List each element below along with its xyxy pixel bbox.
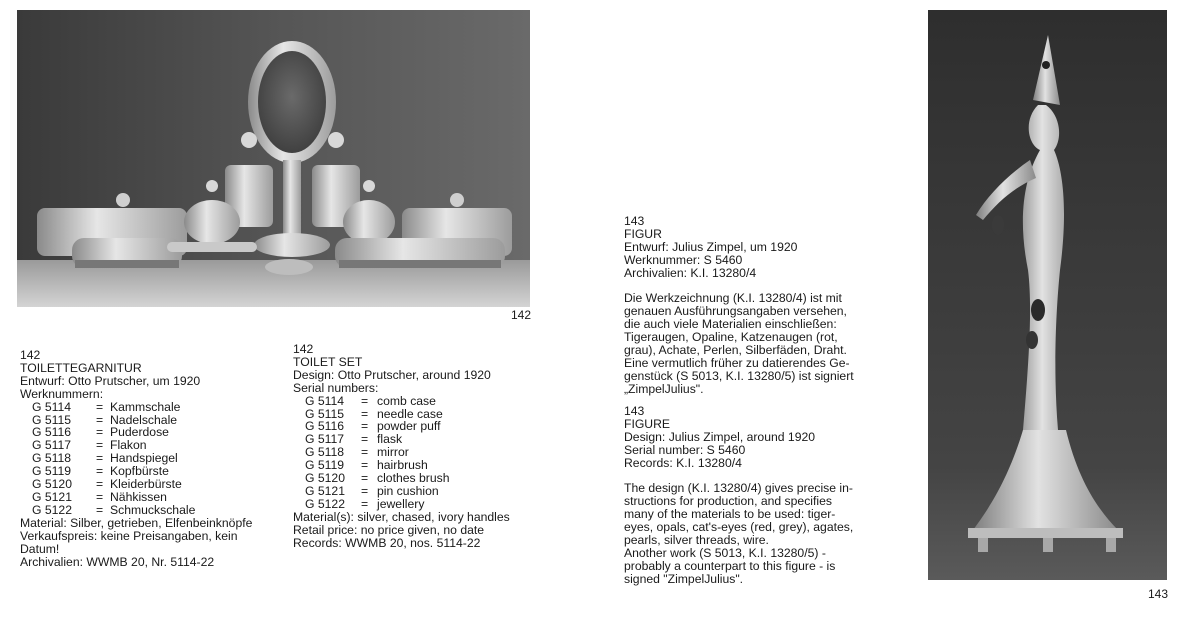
serial-item: [293, 498, 510, 511]
toilet-set-photo: [17, 10, 530, 307]
serial-code: G 5121: [32, 489, 72, 504]
caption-title: TOILET SET: [293, 354, 363, 369]
serial-item: [20, 401, 252, 414]
caption-body-line: The design (K.I. 13280/4) gives precise in-: [624, 481, 853, 496]
serial-equals: =: [96, 438, 104, 453]
serial-code: G 5116: [32, 425, 72, 440]
serial-name: comb case: [377, 393, 436, 408]
caption-body-line: genauen Ausführungsangaben versehen,: [624, 304, 847, 319]
caption-body-line: structions for production, and specifies: [624, 494, 832, 509]
serial-equals: =: [361, 483, 369, 498]
figure-photo: [928, 10, 1167, 580]
serial-item: [20, 491, 252, 504]
serial-code: G 5118: [32, 451, 72, 466]
caption-design: Design: Otto Prutscher, around 1920: [293, 367, 491, 382]
serial-name: powder puff: [377, 419, 441, 434]
serial-name: Schmuckschale: [110, 502, 196, 517]
caption-header-line: Design: Julius Zimpel, around 1920: [624, 429, 816, 444]
serial-name: clothes brush: [377, 471, 450, 486]
serial-code: G 5114: [32, 399, 72, 414]
caption-line: Material: Silber, getrieben, Elfenbeinknöpfe: [20, 515, 253, 530]
caption-body-line: genstück (S 5013, K.I. 13280/5) ist signiert: [624, 368, 854, 383]
serial-code: G 5120: [32, 477, 72, 492]
serial-code: G 5122: [305, 496, 345, 511]
caption-line: Datum!: [20, 541, 60, 556]
serial-name: flask: [377, 432, 403, 447]
caption-line: Retail price: no price given, no date: [293, 522, 485, 537]
caption-line: Material(s): silver, chased, ivory handles: [293, 509, 510, 524]
serial-code: G 5118: [305, 445, 345, 460]
serial-item: [293, 485, 510, 498]
serial-name: Handspiegel: [110, 451, 178, 466]
caption-143-german: [624, 215, 854, 396]
caption-header-line: 143: [624, 214, 645, 228]
serial-name: pin cushion: [377, 483, 439, 498]
serial-name: needle case: [377, 406, 443, 421]
caption-body-line: signed "ZimpelJulius".: [624, 571, 744, 586]
serial-name: jewellery: [377, 496, 425, 511]
caption-header-line: 143: [624, 404, 645, 418]
caption-body-line: Eine vermutlich früher zu datierendes Ge-: [624, 355, 850, 370]
serial-name: Flakon: [110, 438, 147, 453]
caption-body-line: Another work (S 5013, K.I. 13280/5) -: [624, 545, 826, 560]
caption-142-german: [20, 349, 252, 568]
caption-body-line: grau), Achate, Perlen, Silberfäden, Draht.: [624, 343, 847, 358]
serial-code: G 5117: [305, 432, 345, 447]
caption-body-line: Die Werkzeichnung (K.I. 13280/4) ist mit: [624, 291, 842, 306]
serial-code: G 5116: [305, 419, 345, 434]
serial-item: [293, 395, 510, 408]
caption-line: Records: WWMB 20, nos. 5114-22: [293, 535, 481, 550]
caption-body-line: pearls, silver threads, wire.: [624, 533, 769, 548]
serial-equals: =: [96, 489, 104, 504]
caption-title: TOILETTEGARNITUR: [20, 360, 142, 375]
serial-equals: =: [361, 406, 369, 421]
serial-equals: =: [96, 477, 104, 492]
caption-header-line: Records: K.I. 13280/4: [624, 455, 742, 470]
caption-body-line: eyes, opals, cat's-eyes (red, grey), agates,: [624, 520, 854, 535]
caption-line: Archivalien: WWMB 20, Nr. 5114-22: [20, 554, 215, 569]
caption-line: Verkaufspreis: keine Preisangaben, kein: [20, 528, 238, 543]
serial-code: G 5121: [305, 483, 345, 498]
caption-body-line: many of the materials to be used: tiger-: [624, 507, 836, 522]
caption-header-line: Entwurf: Julius Zimpel, um 1920: [624, 239, 798, 254]
caption-number: 142: [20, 348, 41, 362]
serial-code: G 5114: [305, 393, 345, 408]
serial-equals: =: [96, 399, 104, 414]
serial-equals: =: [96, 451, 104, 466]
caption-design: Entwurf: Otto Prutscher, um 1920: [20, 373, 201, 388]
caption-body-line: probably a counterpart to this figure - is: [624, 558, 836, 573]
caption-body-line: Tigeraugen, Opaline, Katzenaugen (rot,: [624, 330, 838, 345]
serial-code: G 5119: [305, 458, 345, 473]
caption-header-line: FIGURE: [624, 416, 671, 431]
serial-equals: =: [96, 412, 104, 427]
serial-code: G 5115: [305, 406, 345, 421]
serial-equals: =: [96, 502, 104, 517]
caption-number: 142: [293, 342, 314, 356]
figure-number-142: 142: [511, 308, 532, 322]
serial-equals: =: [361, 496, 369, 511]
serial-equals: =: [361, 393, 369, 408]
serial-name: Kammschale: [110, 399, 181, 414]
serial-code: G 5119: [32, 464, 72, 479]
serial-name: hairbrush: [377, 458, 428, 473]
serial-code: G 5120: [305, 471, 345, 486]
serial-name: Nähkissen: [110, 489, 167, 504]
caption-body-line: „ZimpelJulius".: [624, 381, 704, 396]
serial-name: Kopfbürste: [110, 464, 169, 479]
serial-equals: =: [361, 471, 369, 486]
serial-heading: Werknummern:: [20, 386, 104, 401]
serial-code: G 5117: [32, 438, 72, 453]
serial-equals: =: [361, 432, 369, 447]
serial-name: Puderdose: [110, 425, 169, 440]
serial-name: mirror: [377, 445, 409, 460]
serial-equals: =: [96, 425, 104, 440]
serial-name: Nadelschale: [110, 412, 178, 427]
caption-header-line: Serial number: S 5460: [624, 442, 746, 457]
serial-code: G 5122: [32, 502, 72, 517]
figure-number-143: 143: [1148, 587, 1169, 601]
caption-body-line: die auch viele Materialien einschließen:: [624, 317, 837, 332]
caption-header-line: Werknummer: S 5460: [624, 252, 743, 267]
caption-header-line: FIGUR: [624, 226, 662, 241]
serial-name: Kleiderbürste: [110, 477, 182, 492]
serial-heading: Serial numbers:: [293, 380, 379, 395]
serial-equals: =: [361, 445, 369, 460]
serial-equals: =: [96, 464, 104, 479]
serial-code: G 5115: [32, 412, 72, 427]
caption-142-english: [293, 343, 510, 550]
caption-143-english: [624, 405, 853, 586]
serial-equals: =: [361, 419, 369, 434]
caption-header-line: Archivalien: K.I. 13280/4: [624, 265, 757, 280]
serial-item: [20, 504, 252, 517]
serial-equals: =: [361, 458, 369, 473]
